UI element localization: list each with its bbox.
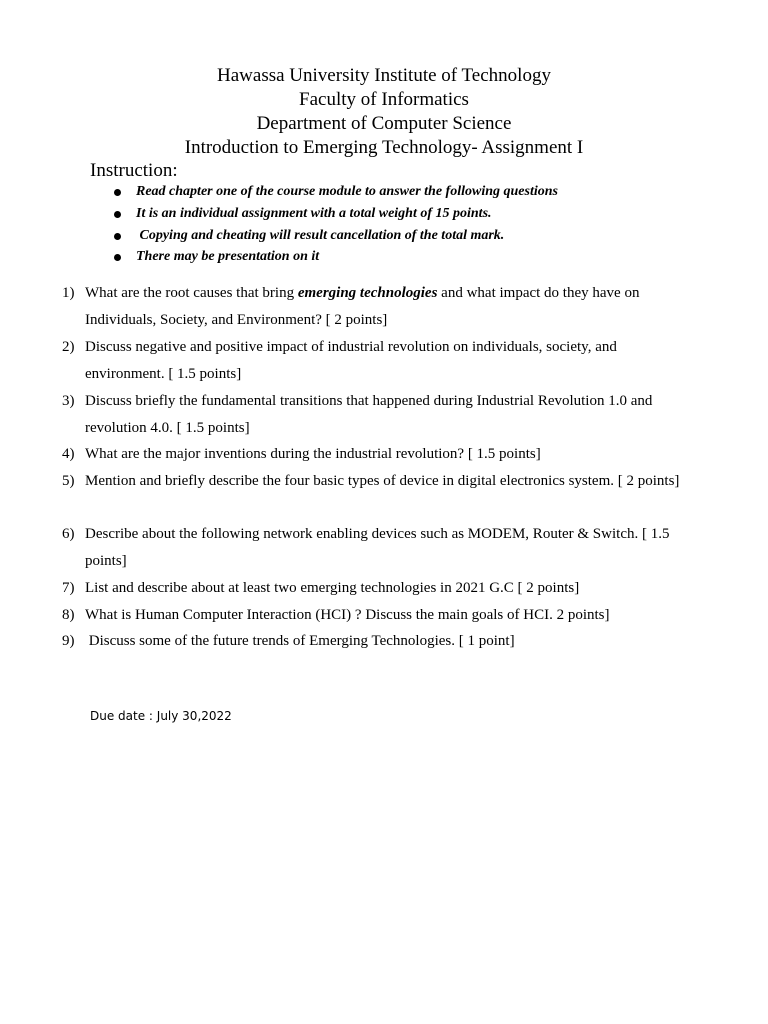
question-number: 8) <box>62 607 75 623</box>
question-text-part: What are the root causes that bring <box>85 285 298 301</box>
question-number: 1) <box>62 285 75 301</box>
bullet-icon <box>114 254 121 261</box>
due-date: Due date : July 30,2022 <box>90 709 232 723</box>
question-text: Discuss briefly the fundamental transitions that happened during Industrial Revolution 1.0 and revolution 4.0. [ 1.5 points] <box>85 393 653 436</box>
instruction-heading: Instruction: <box>90 160 178 181</box>
question-text: What is Human Computer Interaction (HCI) ? Discuss the main goals of HCI. 2 points] <box>85 607 610 623</box>
question-text: Mention and briefly describe the four basic types of device in digital electronics system. [ 2 points] <box>85 473 680 489</box>
bullet-icon <box>114 211 121 218</box>
instruction-text: It is an individual assignment with a total weight of 15 points. <box>136 206 492 221</box>
question-number: 4) <box>62 446 75 462</box>
instruction-text: There may be presentation on it <box>136 249 320 264</box>
faculty-title: Faculty of Informatics <box>299 89 469 110</box>
question-number: 6) <box>62 526 75 542</box>
instruction-text: Read chapter one of the course module to answer the following questions <box>136 184 558 199</box>
course-title: Introduction to Emerging Technology- Assignment I <box>184 137 584 158</box>
university-title: Hawassa University Institute of Technology <box>217 65 551 86</box>
question-number: 9) <box>62 633 75 649</box>
question-text <box>85 280 685 334</box>
bullet-icon <box>114 233 121 240</box>
question-text-part: and what impact do they have on Individuals, Society, and Environment? [ 2 points] <box>85 285 640 328</box>
question-number: 2) <box>62 339 75 355</box>
question-text: List and describe about at least two emerging technologies in 2021 G.C [ 2 points] <box>85 580 580 596</box>
question-number: 3) <box>62 393 75 409</box>
instruction-text: Copying and cheating will result cancellation of the total mark. <box>136 228 505 243</box>
emphasis-text: emerging technologies <box>297 285 438 301</box>
bullet-icon <box>114 189 121 196</box>
question-text: Describe about the following network enabling devices such as MODEM, Router & Switch. [ 1.5 points] <box>85 526 670 569</box>
question-text: Discuss some of the future trends of Emerging Technologies. [ 1 point] <box>85 633 515 649</box>
question-number: 7) <box>62 580 75 596</box>
question-text: What are the major inventions during the industrial revolution? [ 1.5 points] <box>85 446 541 462</box>
question-text: Discuss negative and positive impact of industrial revolution on individuals, society, and environment. [ 1.5 points] <box>85 339 617 382</box>
department-title: Department of Computer Science <box>256 113 512 134</box>
question-number: 5) <box>62 473 75 489</box>
